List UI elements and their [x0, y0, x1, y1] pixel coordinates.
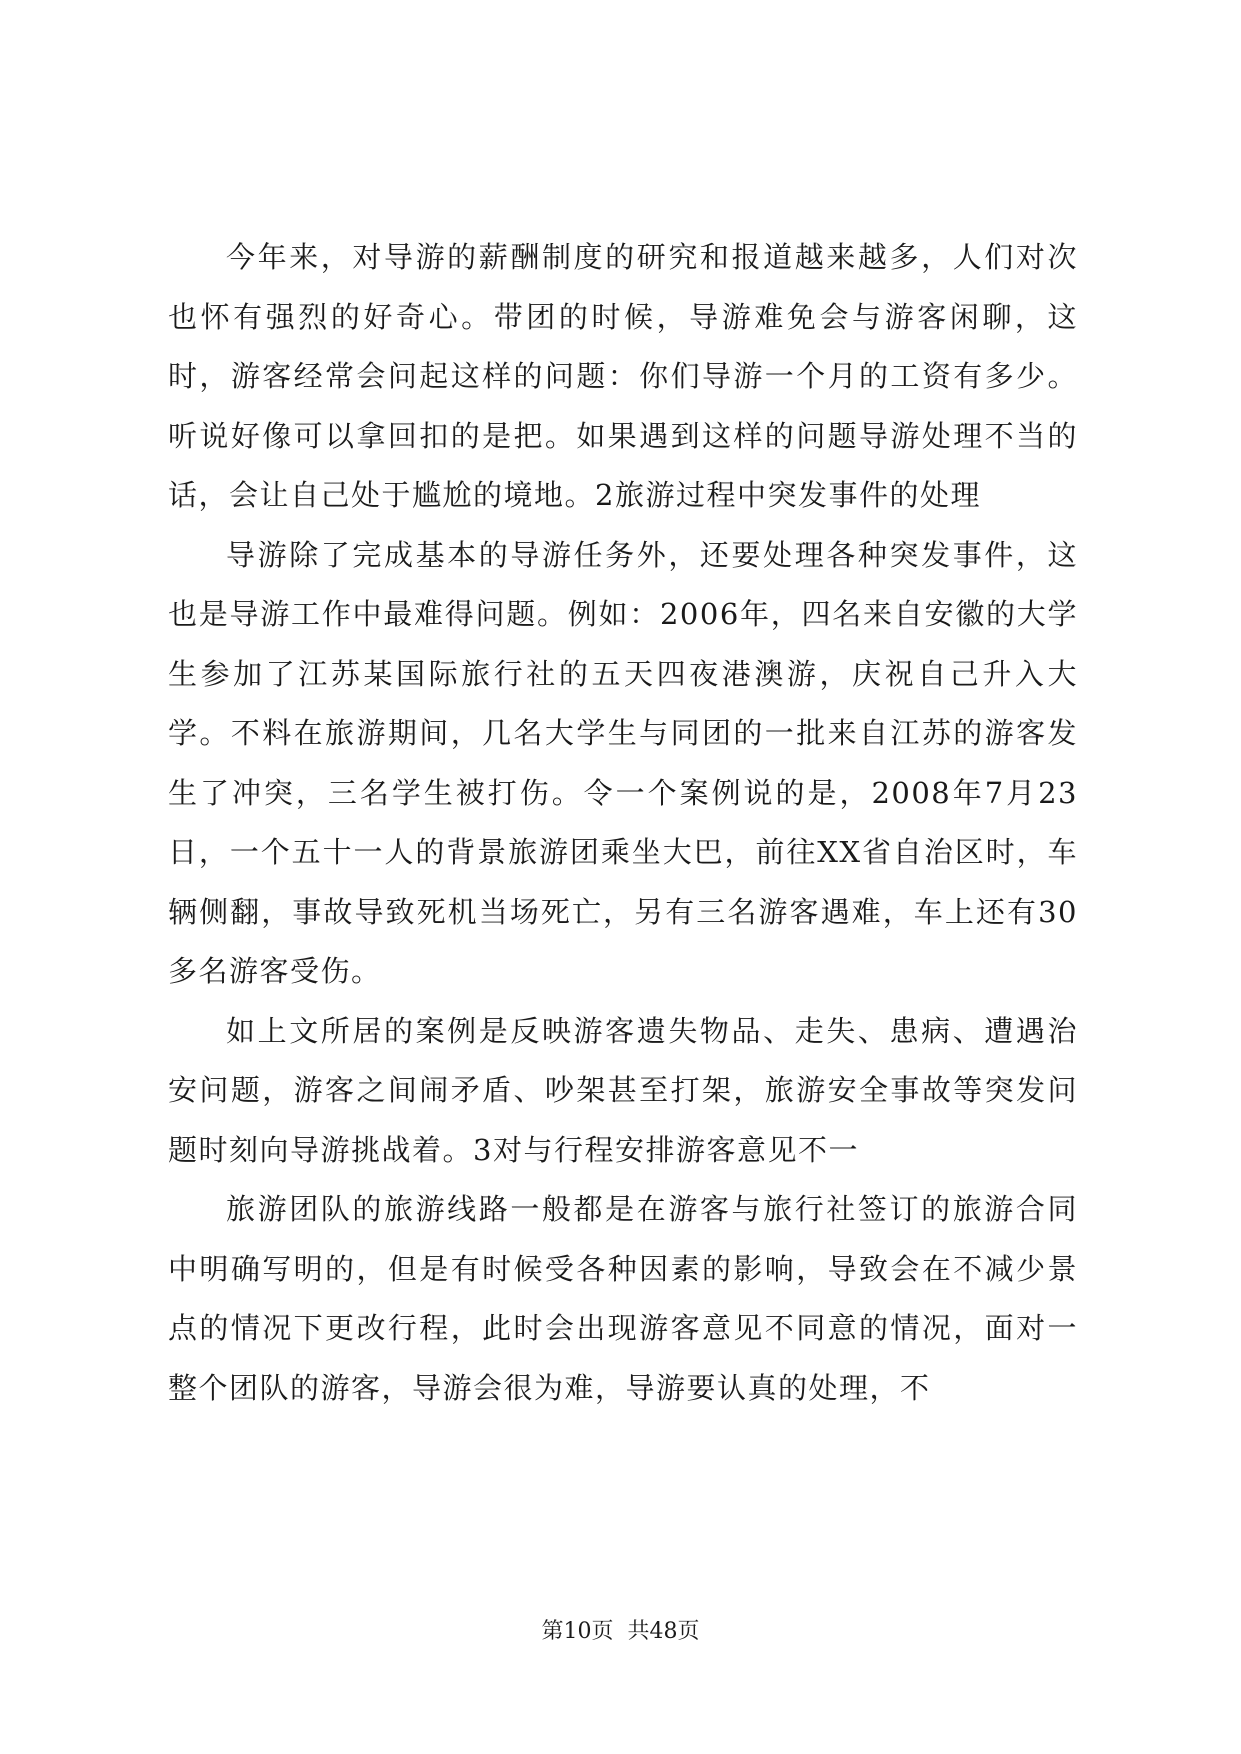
paragraph: 导游除了完成基本的导游任务外，还要处理各种突发事件，这也是导游工作中最难得问题。例如：2006年，四名来自安徽的大学生参加了江苏某国际旅行社的五天四夜港澳游，庆祝自己升入大学。不料在旅游期间，几名大学生与同团的一批来自江苏的游客发生了冲突，三名学生被打伤。令一个案例说的是，2008年7月23日，一个五十一人的背景旅游团乘坐大巴，前往XX省自治区时，车辆侧翻，事故导致死机当场死亡，另有三名游客遇难，车上还有30多名游客受伤。: [168, 537, 1078, 988]
paragraph: 如上文所居的案例是反映游客遗失物品、走失、患病、遭遇治安问题，游客之间闹矛盾、吵架甚至打架，旅游安全事故等突发问题时刻向导游挑战着。3对与行程安排游客意见不一: [168, 1013, 1078, 1167]
page-total: 共48页: [627, 1619, 700, 1644]
paragraph: 旅游团队的旅游线路一般都是在游客与旅行社签订的旅游合同中明确写明的，但是有时候受各种因素的影响，导致会在不减少景点的情况下更改行程，此时会出现游客意见不同意的情况，面对一整个团队的游客，导游会很为难，导游要认真的处理，不: [168, 1192, 1078, 1405]
page-footer: [0, 1617, 1241, 1647]
document-body: [168, 228, 1078, 1418]
paragraph: 今年来，对导游的薪酬制度的研究和报道越来越多，人们对次也怀有强烈的好奇心。带团的时候，导游难免会与游客闲聊，这时，游客经常会问起这样的问题：你们导游一个月的工资有多少。听说好像可以拿回扣的是把。如果遇到这样的问题导游处理不当的话，会让自己处于尴尬的境地。2旅游过程中突发事件的处理: [168, 240, 1078, 512]
page-number: 第10页: [541, 1619, 614, 1644]
